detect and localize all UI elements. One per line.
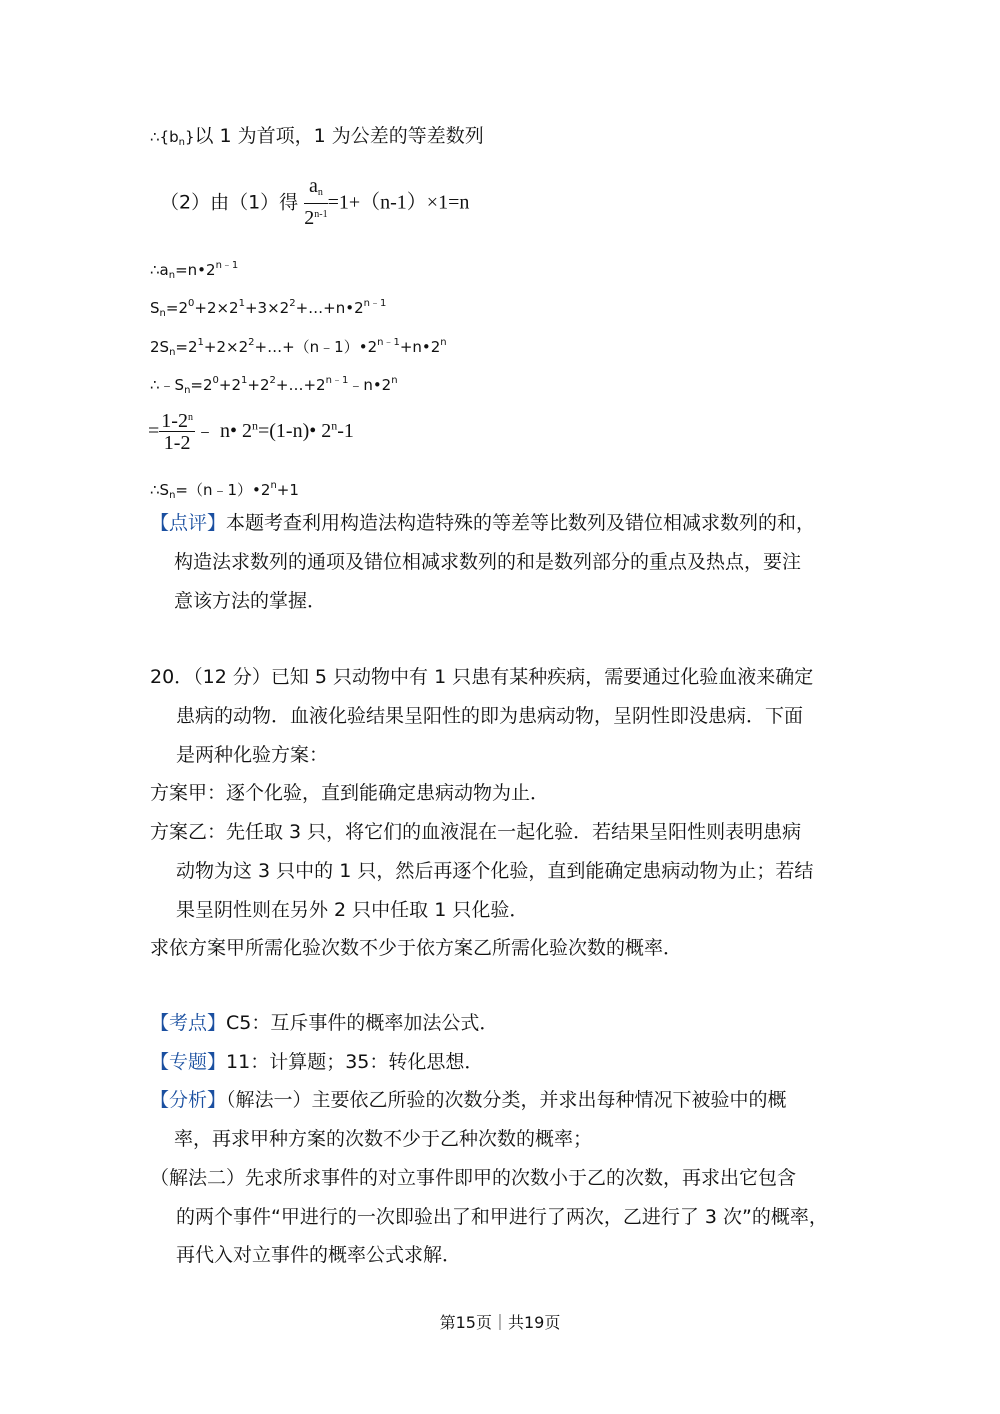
statement-text: 以 1 为首项，1 为公差的等差数列 — [194, 125, 484, 147]
frac-den: 2 — [304, 207, 315, 229]
zt-tag: 【专题】 — [150, 1051, 227, 1073]
msn-part: +…+2 — [275, 376, 326, 394]
sum-mid-sup: n — [251, 418, 258, 433]
formula-minus-sn — [150, 369, 398, 403]
sum-mid2-sup: n — [331, 418, 338, 433]
2sn-sub: n — [169, 347, 176, 358]
fraction-an-over-2 — [304, 176, 327, 229]
seq-b: {b — [159, 128, 179, 146]
part2-rhs: =1+（n-1）×1=n — [327, 191, 470, 214]
msn-part: ∴﹣S — [150, 376, 185, 394]
res-part: ∴S — [150, 481, 170, 499]
res-part: +1 — [276, 481, 299, 499]
sn-part: =2 — [165, 299, 188, 317]
msn-sup: n — [391, 375, 398, 386]
review-text: 本题考查利用构造法构造特殊的等差等比数列及错位相减求数列的和， — [226, 512, 816, 534]
therefore-symbol: ∴ — [150, 128, 160, 146]
formula-an — [150, 254, 238, 288]
kd-tag: 【考点】 — [150, 1012, 227, 1034]
equals-sign: = — [148, 420, 160, 442]
analysis-line-3: （解法二）先求所求事件的对立事件即甲的次数小于乙的次数，再求出它包含 — [150, 1167, 797, 1189]
2sn-part: +n•2 — [399, 338, 441, 356]
zt-text: 11：计算题；35：转化思想． — [226, 1051, 484, 1073]
q20-plan-a: 方案甲：逐个化验，直到能确定患病动物为止． — [150, 782, 550, 804]
msn-part: =2 — [190, 376, 213, 394]
sum-num: 1-2 — [161, 410, 188, 432]
review-line-1 — [150, 511, 815, 535]
part2-lead: （2）由（1）得 — [160, 191, 299, 214]
an-sub: n — [168, 270, 176, 281]
sn-sup: n﹣1 — [363, 298, 387, 309]
2sn-part: =2 — [175, 338, 198, 356]
formula-fraction-sum — [148, 408, 354, 454]
kd-text: C5：互斥事件的概率加法公式． — [226, 1012, 499, 1034]
an-rhs: =n•2 — [175, 261, 216, 279]
fx-text: （解法一）主要依乙所验的次数分类，并求出每种情况下被验中的概 — [226, 1089, 787, 1111]
sn-sub: n — [159, 308, 166, 319]
res-part: =（n﹣1）•2 — [175, 481, 271, 499]
2sn-sup: n﹣1 — [377, 337, 400, 348]
review-line-3: 意该方法的掌握． — [174, 590, 327, 612]
msn-part: +2 — [218, 376, 242, 394]
2sn-sup: 2 — [248, 337, 255, 348]
fx-tag: 【分析】 — [150, 1089, 227, 1111]
seq-b-sub: n — [178, 137, 185, 148]
q20-plan-b-2: 动物为这 3 只中的 1 只，然后再逐个化验，直到能确定患病动物为止；若结 — [176, 860, 814, 882]
msn-sup: 0 — [212, 375, 219, 386]
q20-plan-b-3: 果呈阴性则在另外 2 只中任取 1 只化验． — [176, 899, 529, 921]
sn-sup: 2 — [289, 298, 296, 309]
sn-part: S — [150, 299, 160, 317]
2sn-part: 2S — [150, 338, 170, 356]
an-text: ∴a — [150, 261, 169, 279]
msn-sup: 1 — [241, 375, 248, 386]
frac-num-sub: n — [317, 187, 323, 198]
res-sup: n — [270, 480, 277, 491]
q20-line-2: 患病的动物．血液化验结果呈阳性的即为患病动物，呈阴性即没患病．下面 — [176, 705, 804, 727]
res-sub: n — [169, 490, 176, 501]
sum-den: 1-2 — [163, 432, 191, 454]
frac-num: a — [308, 175, 318, 197]
analysis-line-4: 的两个事件“甲进行的一次即验出了和甲进行了两次，乙进行了 3 次”的概率， — [176, 1206, 828, 1228]
2sn-part: +2×2 — [203, 338, 249, 356]
q20-line-1: 20．（12 分）已知 5 只动物中有 1 只患有某种疾病，需要通过化验血液来确定 — [150, 666, 814, 688]
2sn-sup: 1 — [197, 337, 204, 348]
part2-derivation — [160, 176, 469, 229]
review-line-2: 构造法求数列的通项及错位相减求数列的和是数列部分的重点及热点，要注 — [174, 551, 802, 573]
analysis-line-2: 率，再求甲种方案的次数不少于乙种次数的概率； — [174, 1128, 593, 1150]
formula-sn — [150, 292, 386, 326]
sum-mid2: =(1-n)• 2 — [257, 420, 332, 442]
msn-part: +2 — [247, 376, 270, 394]
sum-end: -1 — [337, 420, 354, 442]
sum-mid: ﹣ n• 2 — [194, 420, 252, 442]
msn-sup: n﹣1 — [325, 375, 349, 386]
frac-den-sup: n-1 — [314, 209, 328, 220]
sn-sup: 0 — [188, 298, 195, 309]
analysis-line-5: 再代入对立事件的概率公式求解． — [176, 1244, 462, 1266]
q20-plan-b-1: 方案乙：先任取 3 只，将它们的血液混在一起化验．若结果呈阳性则表明患病 — [150, 821, 802, 843]
sn-sup: 1 — [238, 298, 245, 309]
msn-sub: n — [184, 385, 191, 396]
topic — [150, 1050, 483, 1074]
formula-2sn — [150, 331, 447, 365]
q20-line-3: 是两种化验方案： — [176, 744, 329, 766]
sequence-statement — [150, 124, 484, 155]
knowledge-point — [150, 1011, 498, 1035]
formula-sn-result — [150, 474, 299, 508]
msn-sup: 2 — [269, 375, 276, 386]
fraction-sum — [159, 408, 195, 454]
page-footer: 第15页｜共19页 — [439, 1313, 561, 1332]
sn-part: +3×2 — [244, 299, 290, 317]
sn-part: +2×2 — [194, 299, 239, 317]
analysis-line-1 — [150, 1088, 787, 1112]
q20-question: 求依方案甲所需化验次数不少于依方案乙所需化验次数的概率． — [150, 937, 683, 959]
msn-part: ﹣n•2 — [348, 376, 392, 394]
an-sup: n﹣1 — [215, 260, 239, 271]
sn-part: +…+n•2 — [295, 299, 364, 317]
sum-num-sup: n — [187, 412, 193, 423]
2sn-part: +…+（n﹣1）•2 — [254, 338, 378, 356]
review-tag: 【点评】 — [150, 512, 227, 534]
seq-b-close: } — [184, 128, 195, 146]
2sn-sup: n — [440, 337, 447, 348]
